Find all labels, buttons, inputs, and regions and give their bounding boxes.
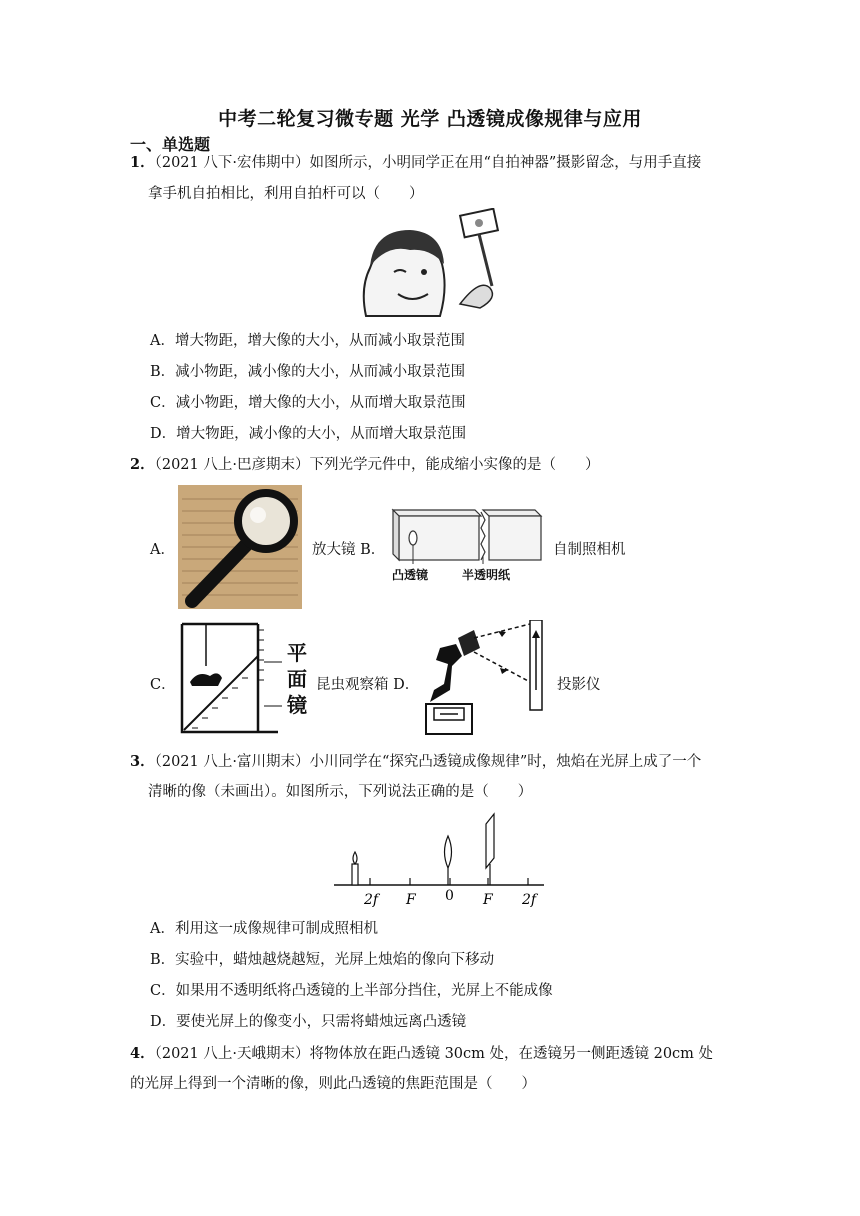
- q3-option-a: A．利用这一成像规律可制成照相机: [150, 921, 378, 937]
- optical-bench-diagram: [330, 812, 550, 912]
- question-4-line-2: 的光屏上得到一个清晰的像，则此凸透镜的焦距范围是（ ）: [130, 1076, 536, 1092]
- axis-label-origin: 0: [445, 888, 454, 904]
- question-4-line-1: [130, 1044, 713, 1064]
- selfie-stick-illustration: [350, 208, 510, 318]
- projector-head: [458, 630, 480, 656]
- translucent-paper: [481, 512, 485, 560]
- question-4-text: （2021 八上·天峨期末）将物体放在距凸透镜 30cm 处，在透镜另一侧距透镜 20cm 处: [154, 1046, 714, 1062]
- camera-inner-box: [489, 516, 541, 560]
- question-2-text: （2021 八上·巴彦期末）下列光学元件中，能成缩小实像的是（ ）: [154, 457, 600, 473]
- q1-option-b: B．减小物距，减小像的大小，从而减小取景范围: [150, 364, 466, 380]
- projector-diagram: [422, 620, 552, 740]
- question-1-text: （2021 八下·宏伟期中）如图所示，小明同学正在用“自拍神器”摄影留念，与用手直接: [154, 155, 702, 171]
- selfie-stick: [479, 234, 492, 286]
- magnifier-lens: [238, 493, 294, 549]
- q1-option-a: A．增大物距，增大像的大小，从而减小取景范围: [150, 333, 465, 349]
- label-convex-lens: 凸透镜: [392, 568, 429, 582]
- q2-option-d-caption: 投影仪: [557, 677, 601, 693]
- label-translucent-paper: 半透明纸: [462, 568, 511, 582]
- q1-option-c: C．减小物距，增大像的大小，从而增大取景范围: [150, 395, 466, 411]
- question-1-line-1: [130, 153, 701, 173]
- magnifier-photo: [178, 485, 302, 609]
- axis-label-f-right: F: [483, 892, 493, 908]
- convex-lens: [445, 836, 452, 868]
- question-1-number: 1．: [130, 154, 155, 171]
- question-3-line-2: 清晰的像（未画出）。如图所示，下列说法正确的是（ ）: [148, 784, 533, 800]
- question-3-line-1: [130, 752, 701, 772]
- plane-mirror-char-1: 平: [287, 641, 307, 665]
- section-heading: 一、单选题: [130, 135, 211, 154]
- plane-mirror-line: [184, 656, 258, 730]
- question-2-number: 2．: [130, 456, 155, 473]
- question-3-text: （2021 八上·富川期末）小川同学在“探究凸透镜成像规律”时，烛焰在光屏上成了一个: [154, 754, 702, 770]
- phone-lens: [475, 219, 483, 227]
- axis-label-f-left: F: [406, 892, 416, 908]
- boy-eye-right: [421, 269, 427, 275]
- projector-body: [430, 644, 462, 702]
- q2-option-b-caption: 自制照相机: [553, 542, 626, 558]
- q2-option-c-caption: 昆虫观察箱 D．: [316, 677, 420, 693]
- q1-option-d: D．增大物距，减小像的大小，从而增大取景范围: [150, 426, 467, 442]
- insect-box-diagram: [178, 620, 282, 736]
- question-2-line-1: [130, 455, 599, 475]
- question-4-number: 4．: [130, 1045, 155, 1062]
- plane-mirror-label: [287, 640, 307, 718]
- axis-label-2f-right: 2f: [522, 892, 537, 908]
- q3-option-d: D．要使光屏上的像变小，只需将蜡烛远离凸透镜: [150, 1014, 467, 1030]
- candle: [352, 864, 358, 885]
- arm-shape: [460, 285, 492, 308]
- q2-option-a-letter: A．: [150, 542, 175, 558]
- q3-option-b: B．实验中，蜡烛越烧越短，光屏上烛焰的像向下移动: [150, 952, 495, 968]
- plane-mirror-char-2: 面: [287, 667, 307, 691]
- q3-option-c: C．如果用不透明纸将凸透镜的上半部分挡住，光屏上不能成像: [150, 983, 553, 999]
- projected-ray-bottom: [474, 652, 530, 682]
- convex-lens-shape: [409, 531, 417, 545]
- document-title: 中考二轮复习微专题 光学 凸透镜成像规律与应用: [218, 108, 642, 130]
- insect-shape: [190, 673, 222, 686]
- candle-flame: [353, 852, 357, 864]
- light-screen: [486, 814, 494, 868]
- q2-option-c-letter: C．: [150, 677, 176, 693]
- question-3-number: 3．: [130, 753, 155, 770]
- axis-label-2f-left: 2f: [364, 892, 379, 908]
- plane-mirror-char-3: 镜: [287, 693, 307, 717]
- q2-option-a-caption: 放大镜 B．: [312, 542, 386, 558]
- question-1-line-2: 拿手机自拍相比，利用自拍杆可以（ ）: [148, 186, 424, 202]
